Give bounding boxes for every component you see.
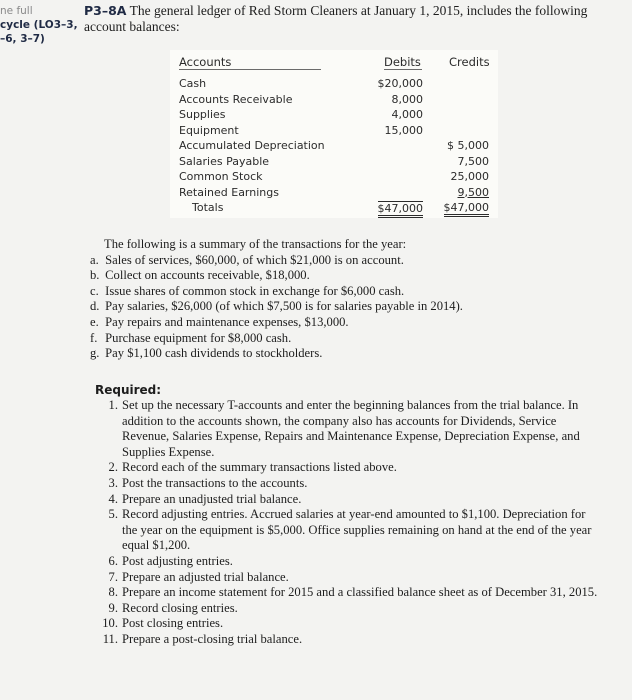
item-number: 3.: [108, 475, 118, 490]
item-text: Post closing entries.: [122, 616, 224, 631]
table-row: [170, 139, 498, 155]
list-item: [99, 398, 599, 460]
list-item: [90, 299, 610, 315]
item-letter: g.: [90, 346, 100, 361]
table-row: [170, 124, 498, 140]
list-item: [99, 585, 599, 601]
item-text: Record each of the summary transactions listed above.: [122, 460, 397, 475]
item-text: Issue shares of common stock in exchange for $6,000 cash.: [105, 283, 405, 298]
debits-header-rule: [384, 69, 422, 70]
list-item: [99, 554, 599, 570]
list-item: [90, 331, 610, 347]
item-text: Post adjusting entries.: [122, 553, 233, 568]
credit-value: 9,500: [457, 185, 489, 199]
table-row: [170, 77, 498, 93]
list-item: [99, 476, 599, 492]
table-row: [170, 93, 498, 109]
item-text: Record closing entries.: [122, 600, 238, 615]
debit-value: $20,000: [377, 77, 423, 90]
list-item: [99, 460, 599, 476]
item-number: 7.: [108, 569, 118, 584]
account-name: Common Stock: [179, 170, 263, 183]
margin-line-2: cycle (LO3–3,: [0, 19, 78, 31]
debits-header: Debits: [384, 55, 421, 69]
account-name: Salaries Payable: [179, 154, 270, 168]
item-number: 2.: [108, 460, 118, 475]
table-row: [170, 108, 498, 124]
debit-value: 15,000: [384, 123, 423, 137]
item-number: 9.: [108, 600, 118, 615]
item-text: Pay repairs and maintenance expenses, $13,000.: [105, 314, 349, 329]
margin-objectives: [0, 4, 80, 46]
required-heading: Required:: [95, 383, 162, 397]
item-text: Collect on accounts receivable, $18,000.: [105, 268, 310, 283]
account-name: Accounts Receivable: [179, 92, 293, 106]
item-text: Prepare an income statement for 2015 and a classified balance sheet as of December 31, 2015.: [122, 585, 598, 600]
margin-line-1: ne full: [0, 5, 33, 17]
item-text: Purchase equipment for $8,000 cash.: [105, 330, 292, 345]
account-name: Cash: [179, 77, 207, 90]
item-number: 11.: [102, 631, 118, 646]
transactions-list: [90, 253, 610, 362]
list-item: [90, 346, 610, 362]
debit-value: 8,000: [391, 92, 423, 106]
transactions-section: [90, 237, 610, 362]
margin-line-3: –6, 3–7): [0, 33, 45, 45]
item-letter: e.: [90, 314, 99, 329]
account-name: Supplies: [179, 108, 226, 121]
item-letter: b.: [90, 268, 100, 283]
item-letter: d.: [90, 299, 100, 314]
item-text: Pay $1,100 cash dividends to stockholders.: [105, 346, 323, 361]
credit-value: 25,000: [450, 170, 489, 183]
list-item: [99, 570, 599, 586]
accounts-header-rule: [179, 69, 321, 70]
totals-row: [170, 201, 498, 217]
table-row: [170, 170, 498, 186]
list-item: [90, 315, 610, 331]
accounts-header: Accounts: [179, 55, 232, 69]
list-item: [90, 253, 610, 269]
list-item: [99, 601, 599, 617]
item-text: Prepare an adjusted trial balance.: [122, 569, 289, 584]
debit-value: 4,000: [391, 108, 423, 121]
credit-value: $ 5,000: [447, 139, 489, 152]
credit-value: 7,500: [457, 154, 489, 168]
item-letter: c.: [90, 283, 99, 298]
item-letter: f.: [90, 330, 98, 345]
item-letter: a.: [90, 252, 99, 267]
item-number: 10.: [102, 616, 118, 631]
item-text: Sales of services, $60,000, of which $21,000 is on account.: [105, 252, 404, 267]
credits-header: Credits: [449, 55, 490, 69]
totals-label: Totals: [192, 201, 224, 214]
total-debit-value: $47,000: [378, 201, 424, 218]
item-text: Prepare an unadjusted trial balance.: [122, 491, 302, 506]
total-credit-value: $47,000: [444, 201, 490, 217]
item-number: 6.: [108, 553, 118, 568]
account-name: Retained Earnings: [179, 185, 279, 199]
item-text: Prepare a post-closing trial balance.: [122, 631, 303, 646]
list-item: [99, 632, 599, 648]
table-row: [170, 186, 498, 202]
list-item: [99, 507, 599, 554]
problem-intro: The general ledger of Red Storm Cleaners at January 1, 2015, includes the following account balances:: [84, 3, 588, 34]
problem-header: [84, 3, 604, 35]
item-text: Pay salaries, $26,000 (of which $7,500 is for salaries payable in 2014).: [105, 299, 463, 314]
list-item: [90, 268, 610, 284]
list-item: [99, 616, 599, 632]
list-item: [99, 492, 599, 508]
item-text: Post the transactions to the accounts.: [122, 475, 308, 490]
transactions-intro: The following is a summary of the transactions for the year:: [104, 237, 407, 251]
item-number: 8.: [108, 585, 118, 600]
item-number: 5.: [108, 507, 118, 522]
item-number: 4.: [108, 491, 118, 506]
problem-id: P3–8A: [84, 3, 127, 18]
account-name: Accumulated Depreciation: [179, 139, 325, 152]
trial-balance-table: [170, 50, 498, 218]
table-row: [170, 155, 498, 171]
list-item: [90, 284, 610, 300]
item-text: Record adjusting entries. Accrued salaries at year-end amounted to $1,100. Depreciation for the year on the equipment is $5,000. Office supplies remaining on hand at the end of the year equal $1,200.: [122, 507, 592, 553]
required-list: [99, 398, 599, 648]
account-name: Equipment: [179, 123, 239, 137]
item-text: Set up the necessary T-accounts and enter the beginning balances from the trial balance. In addition to the accounts shown, the company also has accounts for Dividends, Service Revenue, Salaries Expense, Repairs and Maintenance Expense, Depreciation Expense, and Supplies Expense.: [122, 398, 580, 459]
item-number: 1.: [108, 398, 118, 412]
